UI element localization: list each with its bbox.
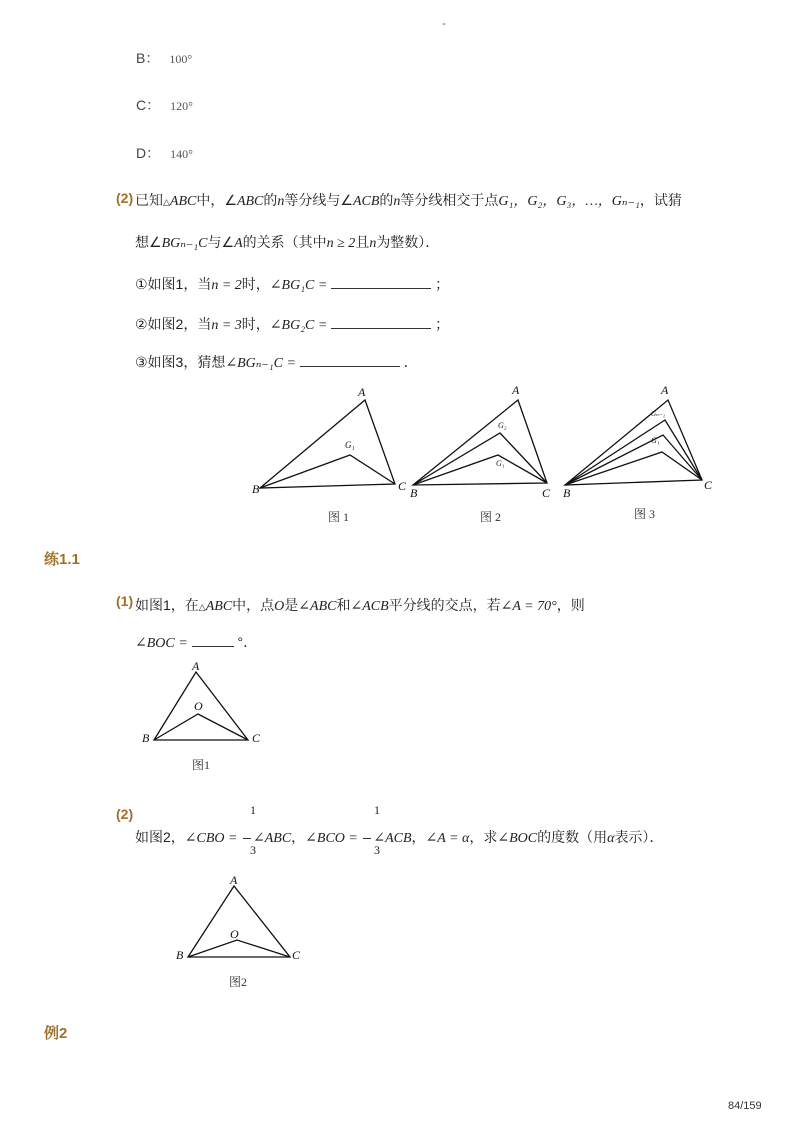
p1-line1: 如图1，在△ABC中，点O是∠ABC和∠ACB平分线的交点，若∠A = 70°，则 (135, 597, 585, 614)
fig3-label-g1: G₁ (651, 436, 660, 445)
fig1-label-b: B (252, 482, 260, 496)
p1-figure (138, 658, 268, 750)
answer-blank-3[interactable] (300, 352, 400, 367)
p2-fig-label-a: A (230, 873, 238, 887)
answer-blank-2[interactable] (331, 314, 431, 329)
p2-fig-caption: 图2 (229, 975, 248, 989)
fig2-label-a: A (512, 383, 520, 397)
fig3-label-b: B (563, 486, 571, 500)
frac2-numerator: 1 (374, 803, 380, 817)
p2-fig-label-b: B (176, 948, 184, 962)
section-heading-practice: 练1.1 (44, 551, 80, 568)
fig1-label-g1: G₁ (345, 440, 355, 450)
p1-line2: ∠BOC = °． (135, 634, 258, 651)
option-d-value: 140° (170, 147, 193, 161)
q2-sub2: ②如图2，当n = 3时，∠BG₂C = ； (135, 316, 450, 333)
p1-fig-label-o: O (194, 699, 203, 713)
option-c-label: C： (136, 97, 161, 113)
q2-line1: 已知△ABC中，∠ABC的n等分线与∠ACB的n等分线相交于点G₁，G₂，G₃，…，Gₙ₋₁，试猜 (135, 192, 682, 209)
fig2-label-c: C (542, 486, 551, 500)
p1-fig-caption: 图1 (192, 758, 211, 772)
option-d[interactable] (136, 143, 193, 163)
fig2-label-b: B (410, 486, 418, 500)
p2-fig-label-c: C (292, 948, 301, 962)
practice-question-number-1: (1) (116, 593, 134, 609)
frac1-denominator: 3 (250, 843, 256, 857)
p1-fig-label-b: B (142, 731, 150, 745)
fig2-label-g2: G₂ (498, 421, 507, 430)
q2-sub3: ③如图3，猜想∠BGₙ₋₁C = ． (135, 354, 418, 371)
frac1-numerator: 1 (250, 803, 256, 817)
fig2-caption: 图 2 (480, 510, 502, 524)
fig1-label-c: C (398, 479, 407, 493)
option-b-value: 100° (169, 52, 193, 66)
header-mark: - (442, 16, 446, 30)
section-heading-example: 例2 (44, 1025, 68, 1042)
fig3-label-a: A (661, 383, 669, 397)
answer-blank-4[interactable] (192, 632, 234, 647)
option-b[interactable] (136, 48, 192, 68)
fig2-label-g1: G₁ (496, 459, 505, 468)
fig1-caption: 图 1 (328, 510, 350, 524)
p2-fig-label-o: O (230, 927, 239, 941)
practice-question-number-2: (2) (116, 806, 134, 822)
fig3-caption: 图 3 (634, 507, 656, 521)
question-number: (2) (116, 190, 134, 206)
answer-blank-1[interactable] (331, 274, 431, 289)
frac2-denominator: 3 (374, 843, 380, 857)
fig1-label-a: A (358, 385, 366, 399)
q2-sub1: ①如图1，当n = 2时，∠BG₁C = ； (135, 276, 450, 293)
q2-line2: 想∠BGₙ₋₁C与∠A的关系（其中n ≥ 2且n为整数）． (135, 234, 440, 251)
option-c[interactable] (136, 95, 193, 115)
option-b-label: B： (136, 50, 160, 66)
option-d-label: D： (136, 145, 161, 161)
fig3-label-gn1: Gₙ₋₁ (651, 410, 666, 418)
p1-fig-label-a: A (192, 659, 200, 673)
option-c-value: 120° (170, 99, 193, 113)
p2-line1: 如图2，∠CBO = ∠ABC，∠BCO = ∠ACB，∠A = α，求∠BOC的度数（用α表示）． (135, 829, 664, 846)
p1-fig-label-c: C (252, 731, 261, 745)
page-number: 84/159 (728, 1100, 762, 1112)
p2-figure (170, 870, 310, 965)
fig3-label-c: C (704, 478, 713, 492)
